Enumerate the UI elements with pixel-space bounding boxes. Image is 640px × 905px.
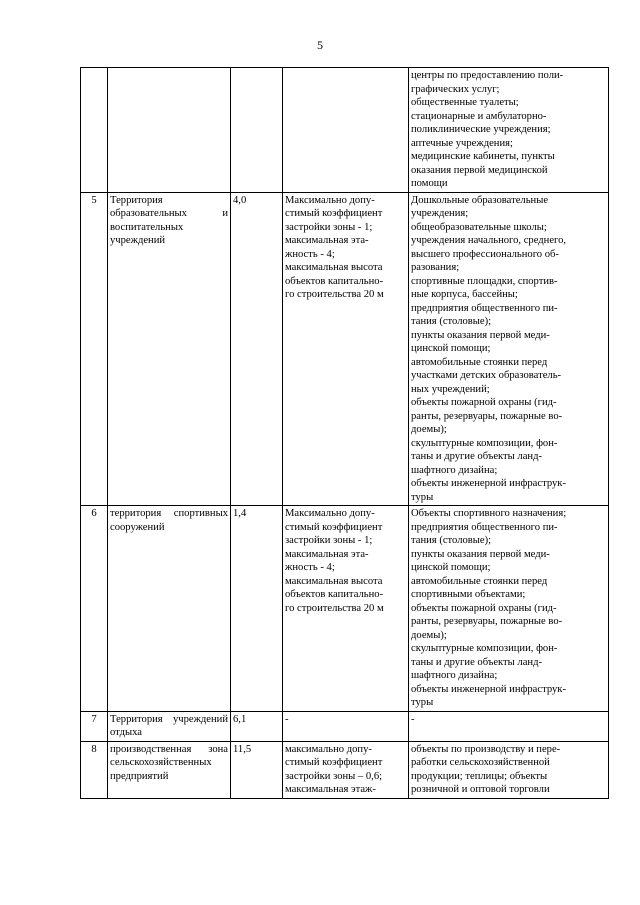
zone-parameters bbox=[283, 711, 409, 741]
text-line: разования; bbox=[411, 262, 460, 273]
text-line: Объекты спортивного назначения; bbox=[411, 508, 567, 519]
text-line: объекты инженерной инфраструк- bbox=[411, 478, 566, 489]
text-line: объектов капитально- bbox=[285, 275, 384, 287]
row-number: 5 bbox=[81, 192, 108, 506]
text-line: аптечные учреждения; bbox=[411, 137, 513, 149]
text-line: застройки зоны – 0,6; bbox=[285, 770, 383, 782]
table-row bbox=[81, 711, 609, 741]
table-row bbox=[81, 741, 609, 798]
permitted-uses bbox=[409, 192, 609, 506]
area-value: 1,4 bbox=[231, 506, 283, 712]
text-line: розничной и оптовой торговли bbox=[411, 784, 550, 795]
row-number: 8 bbox=[81, 741, 108, 798]
text-line: продукции; теплицы; объекты bbox=[411, 770, 548, 782]
text-line: застройки зоны - 1; bbox=[285, 535, 373, 546]
text-line: работки сельскохозяйственной bbox=[411, 757, 550, 768]
text-line: цинской помощи; bbox=[411, 343, 491, 354]
text-line: объекты по производству и пере- bbox=[411, 743, 561, 755]
text-line: объектов капитально- bbox=[285, 589, 384, 600]
text-line: стимый коэффициент bbox=[285, 757, 383, 768]
zone-parameters bbox=[283, 506, 409, 712]
area-value: 6,1 bbox=[231, 711, 283, 741]
text-line: - bbox=[285, 713, 289, 725]
row-number: 6 bbox=[81, 506, 108, 712]
zone-parameters bbox=[283, 68, 409, 193]
zone-name: производственная зона сельскохозяйственных предприятий bbox=[108, 741, 231, 798]
table-row bbox=[81, 192, 609, 506]
text-line: ранты, резервуары, пожарные во- bbox=[411, 616, 563, 627]
table-row bbox=[81, 506, 609, 712]
text-line: максимальная эта- bbox=[285, 235, 369, 246]
table-row bbox=[81, 68, 609, 193]
text-line: го строительства 20 м bbox=[285, 289, 384, 300]
zone-name: территория спортивных сооружений bbox=[108, 506, 231, 712]
text-line: поликлинические учреждения; bbox=[411, 124, 551, 135]
row-number: 7 bbox=[81, 711, 108, 741]
area-value: 4,0 bbox=[231, 192, 283, 506]
text-line: максимальная эта- bbox=[285, 548, 369, 560]
text-line: жность - 4; bbox=[285, 562, 335, 573]
text-line: центры по предоставлению поли- bbox=[411, 70, 564, 81]
text-line: застройки зоны - 1; bbox=[285, 221, 373, 233]
text-line: цинской помощи; bbox=[411, 562, 491, 573]
text-line: ранты, резервуары, пожарные во- bbox=[411, 410, 563, 422]
text-line: тания (столовые); bbox=[411, 535, 492, 546]
text-line: предприятия общественного пи- bbox=[411, 521, 558, 533]
text-line: спортивные площадки, спортив- bbox=[411, 275, 558, 287]
text-line: помощи bbox=[411, 178, 448, 189]
text-line: максимальная высота bbox=[285, 575, 383, 587]
text-line: спортивными объектами; bbox=[411, 589, 526, 600]
text-line: оказания первой медицинской bbox=[411, 164, 548, 176]
text-line: медицинские кабинеты, пункты bbox=[411, 151, 555, 162]
text-line: стационарные и амбулаторно- bbox=[411, 110, 547, 122]
text-line: объекты инженерной инфраструк- bbox=[411, 683, 566, 695]
text-line: - bbox=[411, 713, 415, 725]
permitted-uses bbox=[409, 741, 609, 798]
text-line: Максимально допу- bbox=[285, 194, 375, 206]
text-line: туры bbox=[411, 491, 434, 503]
text-line: таны и другие объекты ланд- bbox=[411, 451, 543, 462]
text-line: графических услуг; bbox=[411, 83, 500, 95]
text-line: го строительства 20 м bbox=[285, 602, 384, 614]
text-line: скульптурные композиции, фон- bbox=[411, 437, 558, 449]
text-line: пункты оказания первой меди- bbox=[411, 329, 550, 341]
text-line: максимально допу- bbox=[285, 743, 372, 755]
text-line: доемы); bbox=[411, 629, 447, 641]
table-body bbox=[81, 68, 609, 799]
text-line: автомобильные стоянки перед bbox=[411, 575, 548, 587]
text-line: таны и другие объекты ланд- bbox=[411, 656, 543, 668]
row-number bbox=[81, 68, 108, 193]
text-line: скульптурные композиции, фон- bbox=[411, 643, 558, 654]
text-line: туры bbox=[411, 697, 434, 708]
zone-name: Территория учреждений отдыха bbox=[108, 711, 231, 741]
text-line: шафтного дизайна; bbox=[411, 670, 498, 681]
text-line: стимый коэффициент bbox=[285, 521, 383, 533]
text-line: пункты оказания первой меди- bbox=[411, 548, 550, 560]
text-line: высшего профессионального об- bbox=[411, 248, 559, 260]
text-line: объекты пожарной охраны (гид- bbox=[411, 397, 557, 408]
zone-name bbox=[108, 68, 231, 193]
text-line: ных учреждений; bbox=[411, 383, 490, 395]
text-line: предприятия общественного пи- bbox=[411, 302, 558, 314]
text-line: максимальная этаж- bbox=[285, 784, 376, 795]
text-line: Дошкольные образовательные bbox=[411, 194, 549, 206]
text-line: доемы); bbox=[411, 424, 447, 435]
area-value bbox=[231, 68, 283, 193]
page-number: 5 bbox=[317, 38, 323, 52]
text-line: максимальная высота bbox=[285, 262, 383, 273]
permitted-uses bbox=[409, 711, 609, 741]
text-line: ные корпуса, бассейны; bbox=[411, 289, 518, 300]
text-line: тания (столовые); bbox=[411, 316, 492, 327]
text-line: учреждения; bbox=[411, 208, 469, 219]
text-line: жность - 4; bbox=[285, 248, 335, 260]
text-line: объекты пожарной охраны (гид- bbox=[411, 602, 557, 614]
zone-parameters bbox=[283, 741, 409, 798]
area-value: 11,5 bbox=[231, 741, 283, 798]
text-line: учреждения начального, среднего, bbox=[411, 235, 567, 246]
permitted-uses bbox=[409, 68, 609, 193]
text-line: автомобильные стоянки перед bbox=[411, 356, 548, 368]
text-line: участками детских образователь- bbox=[411, 370, 562, 381]
zone-name: Территория образовательных и воспитательных учреждений bbox=[108, 192, 231, 506]
text-line: Максимально допу- bbox=[285, 508, 375, 519]
zoning-table bbox=[80, 67, 609, 799]
zone-parameters bbox=[283, 192, 409, 506]
text-line: стимый коэффициент bbox=[285, 208, 383, 219]
text-line: шафтного дизайна; bbox=[411, 464, 498, 476]
text-line: общественные туалеты; bbox=[411, 97, 519, 108]
text-line: общеобразовательные школы; bbox=[411, 221, 547, 233]
permitted-uses bbox=[409, 506, 609, 712]
